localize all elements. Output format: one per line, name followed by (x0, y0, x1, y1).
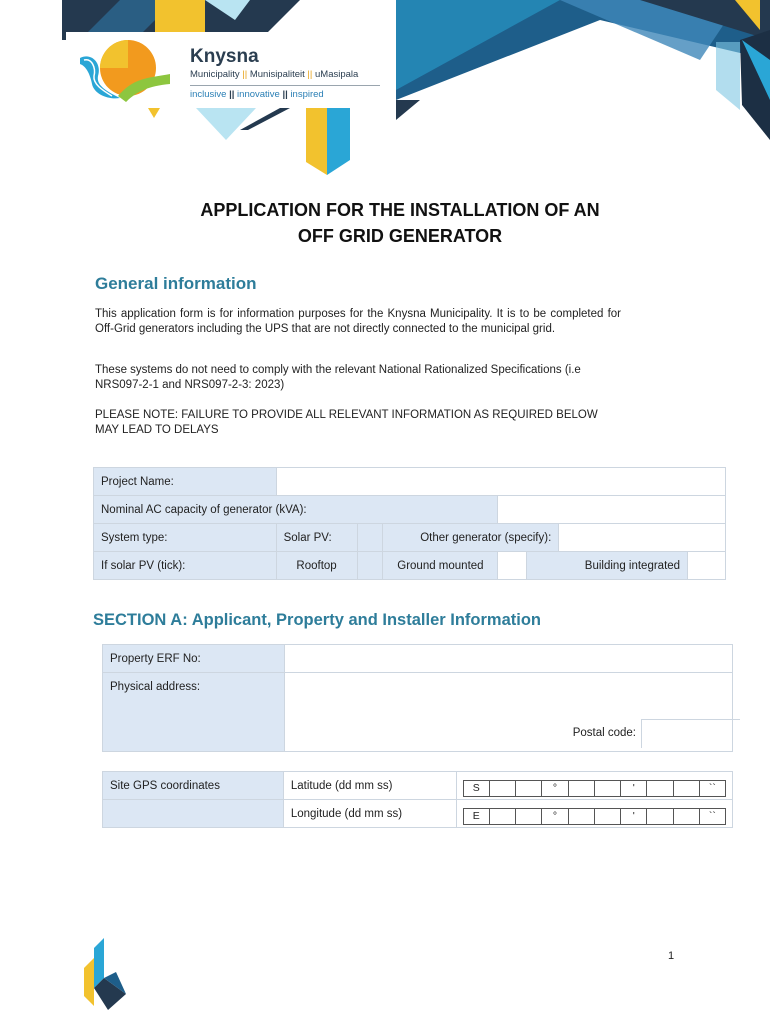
logo-separator: || (242, 69, 248, 80)
address-label: Physical address: (103, 673, 285, 752)
logo-sub-afrikaans: Munisipaliteit (249, 69, 305, 80)
property-table (102, 644, 733, 752)
tag-separator: || (282, 89, 288, 100)
if-solar-label: If solar PV (tick): (94, 552, 277, 580)
project-name-field[interactable] (276, 468, 725, 496)
logo-subtitle (190, 69, 358, 80)
title-line-1: APPLICATION FOR THE INSTALLATION OF AN (200, 200, 600, 220)
building-integrated-label: Building integrated (527, 552, 688, 580)
logo (66, 32, 396, 108)
lon-degree: ° (542, 809, 568, 824)
section-a-heading: SECTION A: Applicant, Property and Installer Information (93, 611, 541, 629)
compliance-paragraph: These systems do not need to comply with the relevant National Rationalized Specifications (i.e NRS097-2-1 and NRS097-2-3: 2023) (95, 364, 581, 391)
warning-note: PLEASE NOTE: FAILURE TO PROVIDE ALL RELEVANT INFORMATION AS REQUIRED BELOW MAY LEAD TO DELAYS (95, 409, 598, 436)
erf-field[interactable] (284, 645, 732, 673)
lat-cell[interactable] (490, 781, 516, 796)
system-type-label: System type: (94, 524, 277, 552)
lat-second: `` (708, 782, 716, 794)
lat-cell[interactable] (647, 781, 673, 796)
lon-cell[interactable] (569, 809, 595, 824)
logo-divider (190, 85, 380, 86)
project-name-label: Project Name: (94, 468, 277, 496)
lat-cell[interactable] (516, 781, 542, 796)
table-row (94, 496, 726, 524)
ground-mounted-label: Ground mounted (383, 552, 498, 580)
lon-cell[interactable] (647, 809, 673, 824)
logo-separator: || (307, 69, 313, 80)
gps-label: Site GPS coordinates (103, 772, 284, 800)
tag-inspired: inspired (290, 89, 324, 100)
footer-logo-icon (80, 934, 132, 1012)
lon-cell[interactable] (516, 809, 542, 824)
logo-sub-xhosa: uMasipala (315, 69, 359, 80)
lon-second: `` (708, 810, 716, 822)
knysna-logo-icon (78, 38, 174, 108)
lat-cell[interactable] (674, 781, 700, 796)
rooftop-label: Rooftop (276, 552, 357, 580)
lon-cell[interactable] (490, 809, 516, 824)
table-row (103, 645, 733, 673)
gps-label-blank (103, 800, 284, 828)
document-title (95, 197, 705, 249)
intro-paragraph: This application form is for information purposes for the Knysna Municipality. It is to be completed for Off-Grid generators including the UPS that are not directly connected to the municipal grid. (95, 308, 621, 335)
table-row (103, 772, 733, 800)
longitude-label: Longitude (dd mm ss) (283, 800, 456, 828)
latitude-label: Latitude (dd mm ss) (283, 772, 456, 800)
lon-prefix: E (464, 809, 490, 824)
lon-minute: ' (621, 809, 647, 824)
general-info-heading: General information (95, 274, 257, 293)
other-generator-label: Other generator (specify): (383, 524, 559, 552)
tag-inclusive: inclusive (190, 89, 227, 100)
lat-degree: ° (542, 781, 568, 796)
other-generator-field[interactable] (559, 524, 726, 552)
lon-cell[interactable] (595, 809, 621, 824)
building-integrated-checkbox[interactable] (688, 552, 726, 580)
longitude-input[interactable] (456, 800, 732, 828)
postal-code-label: Postal code: (572, 727, 636, 739)
latitude-input[interactable] (456, 772, 732, 800)
solar-pv-checkbox[interactable] (357, 524, 383, 552)
longitude-cells (463, 808, 726, 825)
solar-pv-label: Solar PV: (276, 524, 357, 552)
rooftop-checkbox[interactable] (357, 552, 383, 580)
page-number: 1 (668, 950, 675, 962)
logo-sub-english: Municipality (190, 69, 240, 80)
capacity-field[interactable] (498, 496, 726, 524)
lat-minute: ' (621, 781, 647, 796)
lat-prefix: S (464, 781, 490, 796)
lat-cell[interactable] (595, 781, 621, 796)
ground-mounted-checkbox[interactable] (498, 552, 527, 580)
general-info-table (93, 467, 726, 580)
logo-name: Knysna (190, 46, 259, 67)
gps-table (102, 771, 733, 828)
table-row (94, 552, 726, 580)
tag-innovative: innovative (237, 89, 280, 100)
lon-cell[interactable] (674, 809, 700, 824)
latitude-cells (463, 780, 726, 797)
table-row (103, 673, 733, 752)
table-row (103, 800, 733, 828)
capacity-label: Nominal AC capacity of generator (kVA): (94, 496, 498, 524)
table-row (94, 524, 726, 552)
tag-separator: || (229, 89, 235, 100)
postal-code-group (573, 719, 740, 747)
address-field[interactable] (284, 673, 732, 752)
table-row (94, 468, 726, 496)
postal-code-field[interactable] (641, 719, 740, 748)
logo-tagline (190, 89, 324, 100)
title-line-2: OFF GRID GENERATOR (297, 226, 503, 246)
erf-label: Property ERF No: (103, 645, 285, 673)
lat-cell[interactable] (569, 781, 595, 796)
